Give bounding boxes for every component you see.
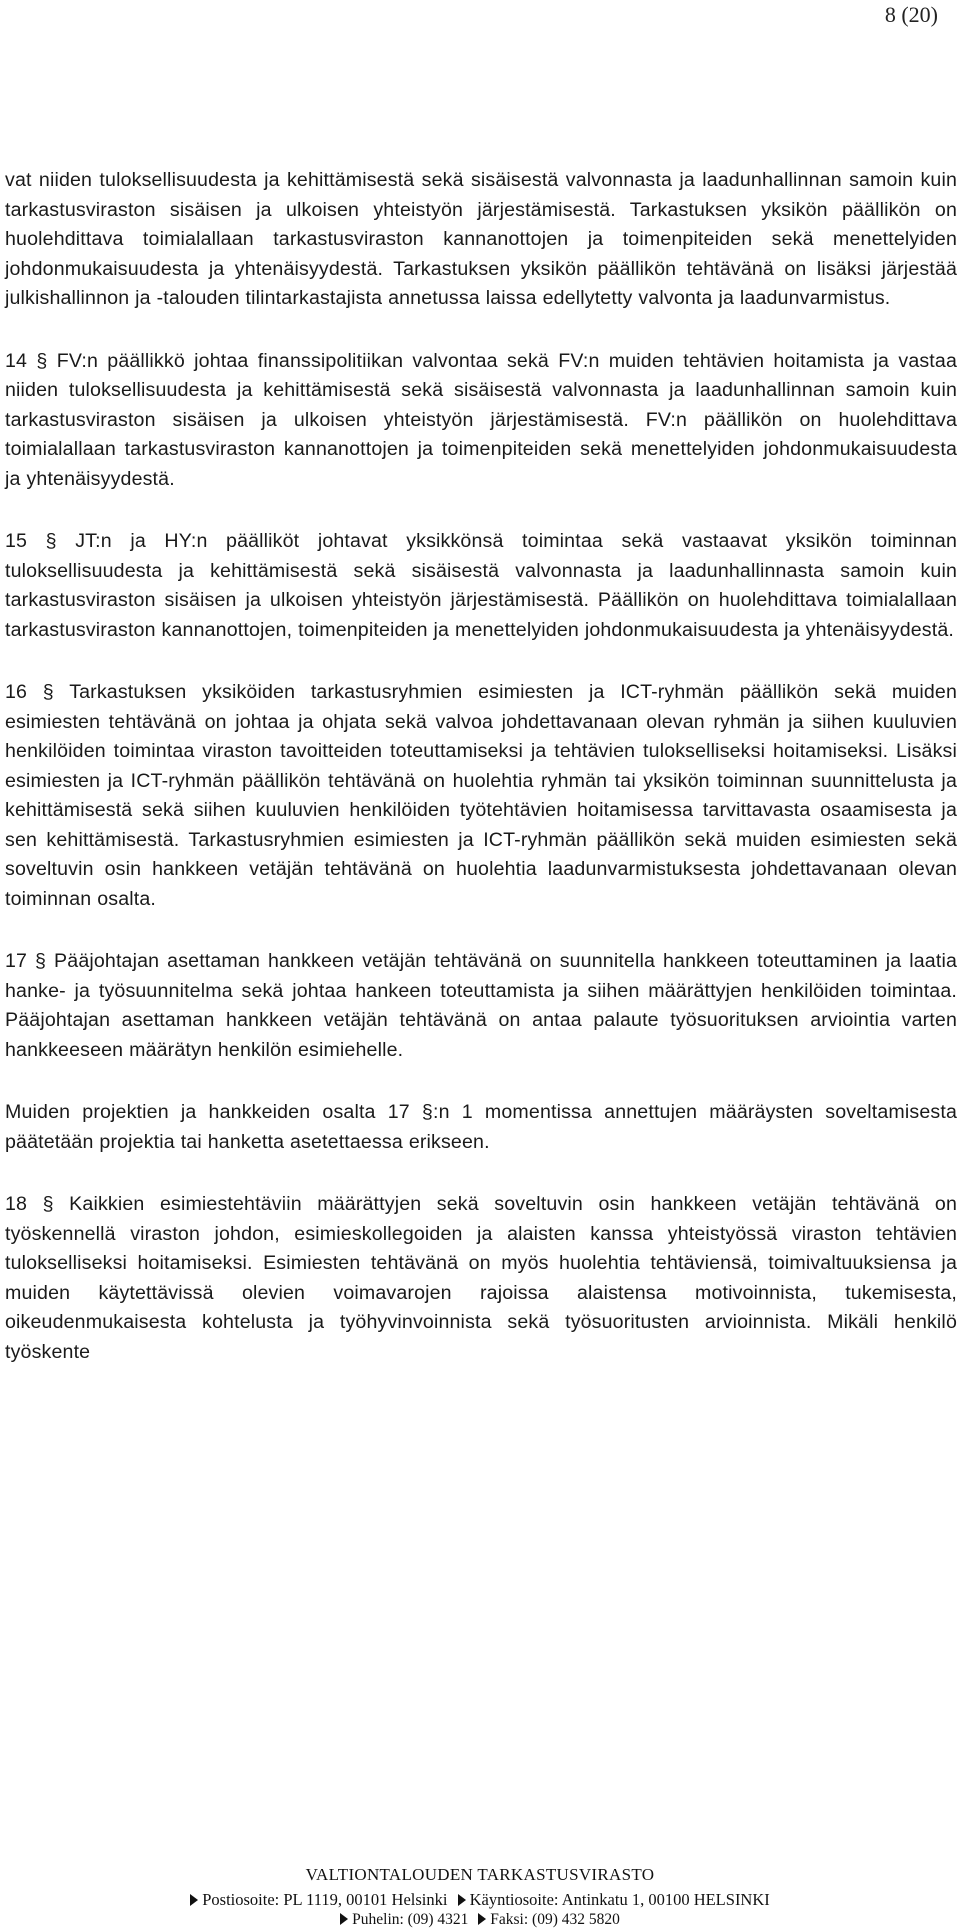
arrow-right-icon (340, 1913, 348, 1925)
paragraph-17-note: Muiden projektien ja hankkeiden osalta 17 §:n 1 momentissa annettujen määräysten soveltamisesta päätetään projektia tai hanketta asetettaessa erikseen. (5, 1101, 957, 1153)
arrow-right-icon (478, 1913, 486, 1925)
footer-visiting (458, 1890, 770, 1910)
footer-fax-text: Faksi: (09) 432 5820 (490, 1911, 620, 1928)
arrow-right-icon (190, 1894, 198, 1906)
paragraph-18: 18 § Kaikkien esimiestehtäviin määrättyjen sekä soveltuvin osin hankkeen vetäjän tehtävänä on työskennellä viraston johdon, esimieskollegoiden ja alaisten kanssa yhteistyössä viraston tehtävien tulokselliseksi hoitamiseksi. Esimiesten tehtävänä on myös huolehtia tehtäviensä, toimivaltuuksiensa ja muiden käytettävissä olevien voimavarojen rajoissa alaistensa motivoinnista, tukemisesta, oikeudenmukaisesta kohtelusta ja työhyvinvoinnista sekä työsuoritusten arvioinnista. Mikäli henkilö työskente (5, 1193, 957, 1363)
document-body (5, 166, 957, 1367)
footer-postal-text: Postiosoite: PL 1119, 00101 Helsinki (202, 1890, 448, 1909)
footer-postal (190, 1890, 447, 1910)
arrow-right-icon (458, 1894, 466, 1906)
footer-address-row (0, 1890, 960, 1910)
page-number: 8 (20) (884, 2, 938, 27)
footer-phone-text: Puhelin: (09) 4321 (352, 1911, 469, 1928)
footer-phone (340, 1911, 468, 1929)
paragraph-13-continued: vat niiden tuloksellisuudesta ja kehittämisestä sekä sisäisestä valvonnasta ja laadunhallinnan samoin kuin tarkastusviraston sisäisen ja ulkoisen yhteistyön järjestämisestä. Tarkastuksen yksikön päällikön on huolehdittava toimialallaan tarkastusviraston kannanottojen ja toimenpiteiden sekä menettelyiden johdonmukaisuudesta ja yhtenäisyydestä. Tarkastuksen yksikön päällikön tehtävänä on lisäksi järjestää julkishallinnon ja -talouden tilintarkastajista annetussa laissa edellytetty valvonta ja laadunvarmistus. (5, 169, 957, 309)
paragraph-17: 17 § Pääjohtajan asettaman hankkeen vetäjän tehtävänä on suunnitella hankkeen toteuttaminen ja laatia hanke- ja työsuunnitelma sekä johtaa hankeen toteuttamista ja siihen määrättyjen henkilöiden toimintaa. Pääjohtajan asettaman hankkeen vetäjän tehtävänä on antaa palaute työsuorituksen arviointia varten hankkeeseen määrätyn henkilön esimiehelle. (5, 950, 957, 1061)
paragraph-15: 15 § JT:n ja HY:n päälliköt johtavat yksikkönsä toimintaa sekä vastaavat yksikön toiminnan tuloksellisuudesta ja kehittämisestä sekä sisäisestä valvonnasta ja laadunhallinnasta samoin kuin tarkastusviraston sisäisen ja ulkoisen yhteistyön järjestämisestä. Päällikön on huolehdittava toimialallaan tarkastusviraston kannanottojen, toimenpiteiden ja menettelyiden johdonmukaisuudesta ja yhtenäisyydestä. (5, 530, 957, 641)
footer-fax (478, 1911, 620, 1929)
footer-visiting-text: Käyntiosoite: Antinkatu 1, 00100 HELSINKI (469, 1890, 770, 1909)
paragraph-14: 14 § FV:n päällikkö johtaa finanssipolitiikan valvontaa sekä FV:n muiden tehtävien hoitamista ja vastaa niiden tuloksellisuudesta ja kehittämisestä sekä sisäisestä valvonnasta ja laadunhallinnan samoin kuin tarkastusviraston sisäisen ja ulkoisen yhteistyön järjestämisestä. FV:n päällikön on huolehdittava toimialallaan tarkastusviraston kannanottojen ja toimenpiteiden sekä menettelyiden johdonmukaisuudesta ja yhtenäisyydestä. (5, 349, 957, 490)
paragraph-16: 16 § Tarkastuksen yksiköiden tarkastusryhmien esimiesten ja ICT-ryhmän päällikön sekä muiden esimiesten tehtävänä on johtaa ja ohjata sekä valvoa johdettavanaan olevan ryhmän ja siihen kuuluvien henkilöiden toimintaa viraston tavoitteiden toteuttamiseksi ja tehtävien tulokselliseksi hoitamiseksi. Lisäksi esimiesten ja ICT-ryhmän päällikön tehtävänä on huolehtia ryhmän tai yksikön toiminnan suunnittelusta ja kehittämisestä sekä siihen kuuluvien henkilöiden työtehtävien hoitamisessa tarvittavasta osaamisesta ja sen kehittämisestä. Tarkastusryhmien esimiesten ja ICT-ryhmän päällikön sekä muiden esimiesten sekä soveltuvin osin hankkeen vetäjän tehtävänä on huolehtia laadunvarmistuksesta johdettavanaan olevan toiminnan osalta. (5, 681, 957, 910)
footer-organization: VALTIONTALOUDEN TARKASTUSVIRASTO (305, 1865, 655, 1884)
footer-contact-row (0, 1911, 960, 1929)
